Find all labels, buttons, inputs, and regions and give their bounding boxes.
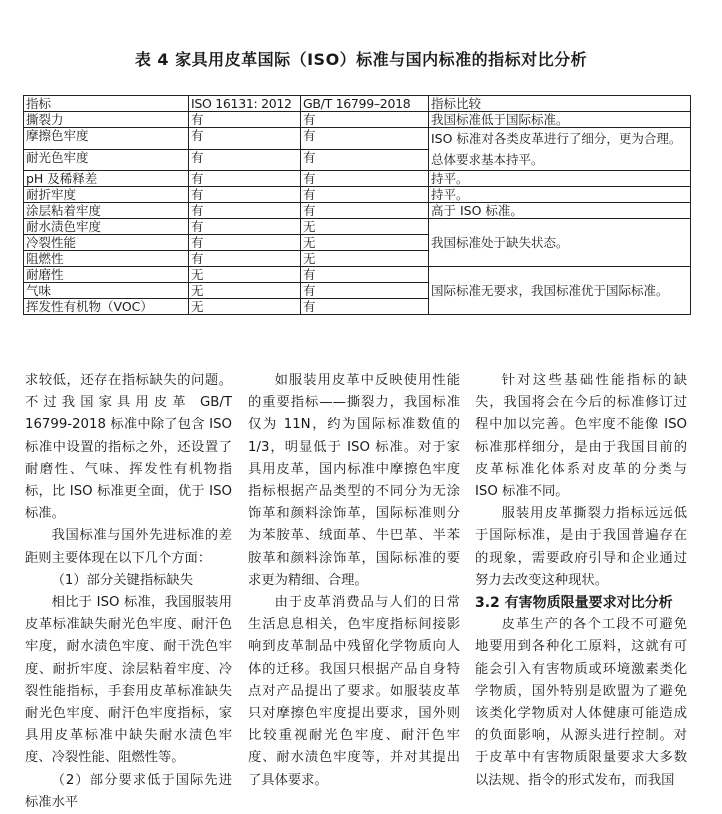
iso-value: 有 bbox=[189, 112, 301, 128]
gb-value: 无 bbox=[301, 235, 429, 251]
paragraph: 服装用皮革撕裂力指标远远低于国际标准，是由于我国普遍存在的现象，需要政府引导和企业通过努力去改变这种现状。 bbox=[475, 506, 687, 588]
table-row bbox=[24, 128, 691, 150]
text-column-3 bbox=[475, 370, 687, 792]
table-row bbox=[24, 187, 691, 203]
comparison-note: 我国标准处于缺失状态。 bbox=[429, 219, 691, 267]
gb-value: 有 bbox=[301, 187, 429, 203]
gb-value: 有 bbox=[301, 283, 429, 299]
table-title: 表 4 家具用皮革国际（ISO）标准与国内标准的指标对比分析 bbox=[134, 50, 588, 69]
indicator-name: 阻燃性 bbox=[24, 251, 189, 267]
comparison-note: 我国标准低于国际标准。 bbox=[429, 112, 691, 128]
table-row bbox=[24, 267, 691, 283]
iso-value: 有 bbox=[189, 203, 301, 219]
subheading: （1）部分关键指标缺失 bbox=[51, 572, 194, 588]
table-row bbox=[24, 112, 691, 128]
gb-value: 有 bbox=[301, 203, 429, 219]
header-iso: ISO 16131: 2012 bbox=[189, 96, 301, 112]
header-indicator: 指标 bbox=[24, 96, 189, 112]
table-row bbox=[24, 171, 691, 187]
table-row bbox=[24, 219, 691, 235]
iso-value: 有 bbox=[189, 251, 301, 267]
paragraph: 相比于 ISO 标准，我国服装用皮革标准缺失耐光色牢度、耐汗色牢度，耐水渍色牢度、耐干洗色牢度、耐折牢度、涂层粘着牢度、冷裂性能指标，手套用皮革标准缺失耐光色牢度、耐汗色牢度指标，家具用皮革标准中缺失耐水渍色牢度、冷裂性能、阻燃性等。 bbox=[25, 595, 232, 766]
paragraph: 我国标准与国外先进标准的差距则主要体现在以下几个方面： bbox=[25, 528, 232, 566]
subheading: （2）部分要求低于国际先进标准水平 bbox=[25, 772, 232, 810]
indicator-name: 耐光色牢度 bbox=[24, 149, 189, 171]
gb-value: 无 bbox=[301, 251, 429, 267]
section-heading: 3.2 有害物质限量要求对比分析 bbox=[475, 595, 673, 612]
indicator-name: 耐折牢度 bbox=[24, 187, 189, 203]
gb-value: 有 bbox=[301, 112, 429, 128]
indicator-name: 冷裂性能 bbox=[24, 235, 189, 251]
paragraph: 针对这些基础性能指标的缺失，我国将会在今后的标准修订过程中加以完善。色牢度不能像 ISO 标准那样细分，是由于我国目前的皮革标准化体系对皮革的分类与 ISO 标准不同。 bbox=[475, 373, 687, 500]
iso-value: 有 bbox=[189, 187, 301, 203]
iso-value: 无 bbox=[189, 299, 301, 315]
iso-value: 有 bbox=[189, 149, 301, 171]
gb-value: 有 bbox=[301, 149, 429, 171]
iso-value: 有 bbox=[189, 219, 301, 235]
indicator-name: 气味 bbox=[24, 283, 189, 299]
comparison-note: 高于 ISO 标准。 bbox=[429, 203, 691, 219]
indicator-name: 摩擦色牢度 bbox=[24, 128, 189, 150]
gb-value: 有 bbox=[301, 128, 429, 150]
gb-value: 有 bbox=[301, 267, 429, 283]
header-gb: GB/T 16799–2018 bbox=[301, 96, 429, 112]
comparison-note: 国际标准无要求，我国标准优于国际标准。 bbox=[429, 267, 691, 315]
table-row bbox=[24, 203, 691, 219]
comparison-note: 持平。 bbox=[429, 187, 691, 203]
text-column-2 bbox=[248, 370, 460, 792]
iso-value: 有 bbox=[189, 171, 301, 187]
header-comparison: 指标比较 bbox=[429, 96, 691, 112]
indicator-name: 挥发性有机物（VOC） bbox=[24, 299, 189, 315]
paragraph: 求较低，还存在指标缺失的问题。不过我国家具用皮革 GB/T 16799-2018 标准中除了包含 ISO 标准中设置的指标之外，还设置了耐磨性、气味、挥发性有机物指标，比 ISO 标准更全面，优于 ISO 标准。 bbox=[25, 373, 232, 522]
paragraph: 皮革生产的各个工段不可避免地要用到各种化工原料，这就有可能会引入有害物质或环境激素类化学物质，国外特别是欧盟为了避免该类化学物质对人体健康可能造成的负面影响，从源头进行控制。对于皮革中有害物质限量要求大多数以法规、指令的形式发布，而我国 bbox=[475, 617, 687, 788]
indicator-name: pH 及稀释差 bbox=[24, 171, 189, 187]
gb-value: 有 bbox=[301, 299, 429, 315]
iso-value: 有 bbox=[189, 235, 301, 251]
text-column-1 bbox=[25, 370, 232, 814]
iso-value: 无 bbox=[189, 267, 301, 283]
indicator-name: 耐水渍色牢度 bbox=[24, 219, 189, 235]
indicator-name: 涂层粘着牢度 bbox=[24, 203, 189, 219]
indicator-name: 撕裂力 bbox=[24, 112, 189, 128]
comparison-note: 持平。 bbox=[429, 171, 691, 187]
comparison-note: ISO 标准对各类皮革进行了细分，更为合理。总体要求基本持平。 bbox=[429, 128, 691, 171]
table-header-row bbox=[24, 96, 691, 112]
paragraph: 如服装用皮革中反映使用性能的重要指标——撕裂力，我国标准仅为 11N，约为国际标准数值的 1/3，明显低于 ISO 标准。对于家具用皮革，国内标准中摩擦色牢度指标根据产品类型的不同分为无涂饰革和颜料涂饰革，国际标准则分为苯胺革、绒面革、牛巴革、半苯胺革和颜料涂饰革，国际标准的要求更为精细、合理。 bbox=[248, 373, 460, 588]
comparison-table bbox=[23, 95, 691, 315]
gb-value: 有 bbox=[301, 171, 429, 187]
paragraph: 由于皮革消费品与人们的日常生活息息相关，色牢度指标间接影响到皮革制品中残留化学物质向人体的迁移。我国只根据产品自身特点对产品提出了要求。如服装皮革只对摩擦色牢度提出要求，国外则比较重视耐光色牢度、耐汗色牢度、耐水渍色牢度等，并对其提出了具体要求。 bbox=[248, 595, 460, 788]
gb-value: 无 bbox=[301, 219, 429, 235]
indicator-name: 耐磨性 bbox=[24, 267, 189, 283]
iso-value: 有 bbox=[189, 128, 301, 150]
iso-value: 无 bbox=[189, 283, 301, 299]
